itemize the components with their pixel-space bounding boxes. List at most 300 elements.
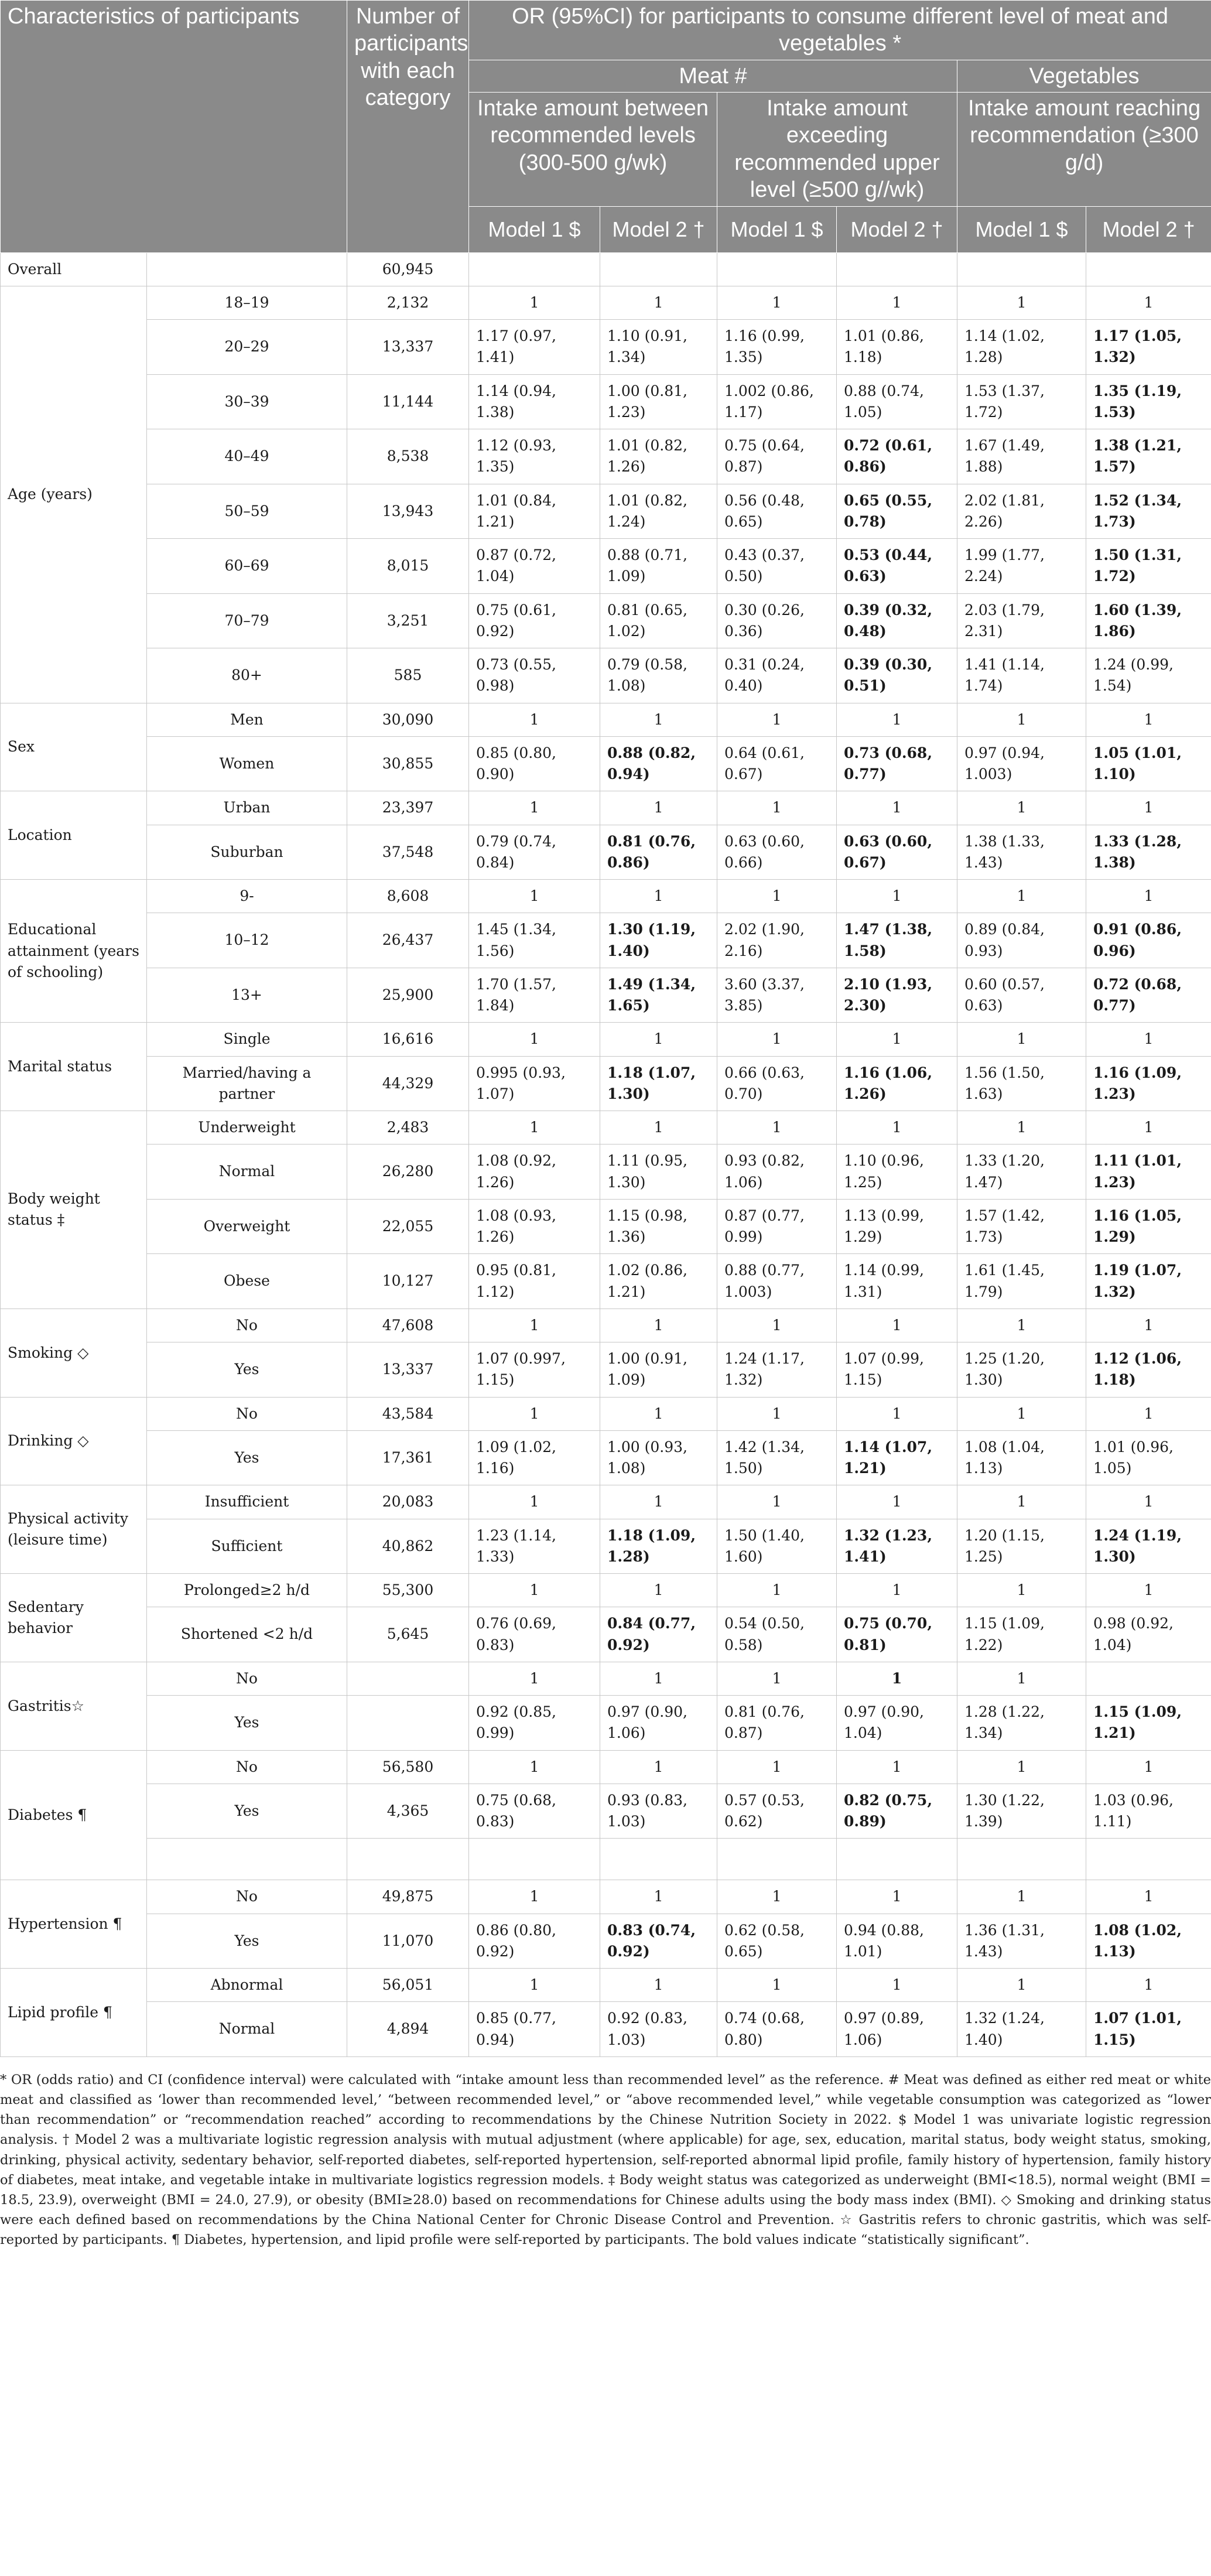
- table-row: [1, 1485, 1211, 1519]
- or-cell-m2b: 1.01 (0.86, 1.18): [837, 320, 957, 375]
- row-subcategory: No: [147, 1309, 347, 1342]
- or-cell-m1a: 0.95 (0.81, 1.12): [469, 1254, 600, 1309]
- table-row: [1, 252, 1211, 286]
- or-cell-m1c: 1: [957, 1111, 1086, 1144]
- row-subcategory: Prolonged≥2 h/d: [147, 1574, 347, 1607]
- table-row: [1, 429, 1211, 484]
- significant-value: 1.52 (1.34, 1.73): [1093, 491, 1182, 530]
- or-cell-m2b: [837, 484, 957, 539]
- or-cell-m1c: 1: [957, 1880, 1086, 1914]
- or-cell-m2b: 1.13 (0.99, 1.29): [837, 1199, 957, 1254]
- or-cell-m1a: 1: [469, 1111, 600, 1144]
- participant-count: [347, 1662, 469, 1695]
- table-row: [1, 1111, 1211, 1144]
- header-meat-between: Intake amount between recommended levels (300-500 g/wk): [469, 93, 717, 206]
- or-cell-m2a: 1.01 (0.82, 1.24): [600, 484, 717, 539]
- table-row: [1, 1023, 1211, 1056]
- or-cell-m2c: [1086, 1914, 1211, 1969]
- row-subcategory: Abnormal: [147, 1969, 347, 2002]
- header-model2: Model 2 †: [1086, 206, 1211, 252]
- table-row: [1, 736, 1211, 791]
- row-subcategory: No: [147, 1662, 347, 1695]
- or-cell-m1c: 0.60 (0.57, 0.63): [957, 968, 1086, 1023]
- or-cell-m1a: 1.14 (0.94, 1.38): [469, 374, 600, 429]
- or-cell-m1b: 0.43 (0.37, 0.50): [717, 539, 837, 594]
- significant-value: 1.14 (1.07, 1.21): [844, 1438, 933, 1477]
- or-cell-m2b: 1.10 (0.96, 1.25): [837, 1144, 957, 1200]
- significant-value: 1.30 (1.19, 1.40): [607, 921, 696, 959]
- or-cell-m2a: 1: [600, 703, 717, 736]
- or-cell-m1b: 1: [717, 1750, 837, 1784]
- or-cell-m2b: [837, 913, 957, 968]
- table-row: [1, 1342, 1211, 1398]
- row-subcategory: 60–69: [147, 539, 347, 594]
- or-cell-m1c: 1.14 (1.02, 1.28): [957, 320, 1086, 375]
- or-cell-m1a: 1: [469, 1662, 600, 1695]
- or-cell-m1b: 1: [717, 286, 837, 319]
- or-cell-m1b: 1: [717, 703, 837, 736]
- or-cell-m2c: 1: [1086, 1574, 1211, 1607]
- or-cell-m2c: [1086, 1662, 1211, 1695]
- participant-count: 22,055: [347, 1199, 469, 1254]
- table-row: [1, 2002, 1211, 2057]
- or-cell-m2b: 1: [837, 1485, 957, 1519]
- header-model1: Model 1 $: [469, 206, 600, 252]
- or-cell-m2c: [1086, 2002, 1211, 2057]
- significant-value: 0.82 (0.75, 0.89): [844, 1791, 933, 1830]
- significant-value: 1.08 (1.02, 1.13): [1093, 1921, 1182, 1960]
- participant-count: 16,616: [347, 1023, 469, 1056]
- or-cell-m2b: 1.07 (0.99, 1.15): [837, 1342, 957, 1398]
- or-cell-m2a: 1.00 (0.81, 1.23): [600, 374, 717, 429]
- or-cell-m1b: 1: [717, 791, 837, 825]
- or-cell-m2b: 0.97 (0.89, 1.06): [837, 2002, 957, 2057]
- row-subcategory: No: [147, 1750, 347, 1784]
- or-cell-m2a: 0.88 (0.71, 1.09): [600, 539, 717, 594]
- or-cell-m1a: 1.23 (1.14, 1.33): [469, 1519, 600, 1574]
- or-cell-m1b: 0.81 (0.76, 0.87): [717, 1696, 837, 1751]
- or-cell-m1c: 1: [957, 1574, 1086, 1607]
- significant-value: 0.72 (0.61, 0.86): [844, 437, 933, 476]
- or-cell-m1c: 1.61 (1.45, 1.79): [957, 1254, 1086, 1309]
- table-row: [1, 1750, 1211, 1784]
- or-cell-m2c: [1086, 484, 1211, 539]
- or-cell-m1a: 1.09 (1.02, 1.16): [469, 1430, 600, 1485]
- or-cell-m2b: [837, 252, 957, 286]
- or-cell-m1c: 1: [957, 1397, 1086, 1430]
- participant-count: 2,483: [347, 1111, 469, 1144]
- participant-count: 44,329: [347, 1056, 469, 1111]
- table-row: [1, 593, 1211, 648]
- participant-count: 8,015: [347, 539, 469, 594]
- or-cell-m1c: [957, 1839, 1086, 1880]
- table-row: [1, 791, 1211, 825]
- significant-value: 1.33 (1.28, 1.38): [1093, 832, 1182, 871]
- significant-value: 0.72 (0.68, 0.77): [1093, 975, 1182, 1014]
- participant-count: 17,361: [347, 1430, 469, 1485]
- row-subcategory: Men: [147, 703, 347, 736]
- significant-value: 1.50 (1.31, 1.72): [1093, 546, 1182, 585]
- or-cell-m2b: [837, 648, 957, 703]
- or-cell-m1a: 0.76 (0.69, 0.83): [469, 1607, 600, 1662]
- table-row: [1, 1839, 1211, 1880]
- significant-value: 1.07 (1.01, 1.15): [1093, 2010, 1182, 2048]
- or-cell-m2c: 1: [1086, 1880, 1211, 1914]
- or-cell-m1c: [957, 252, 1086, 286]
- row-subcategory: 80+: [147, 648, 347, 703]
- or-cell-m2b: [837, 539, 957, 594]
- or-cell-m2b: 1: [837, 1574, 957, 1607]
- header-vegetables: Vegetables: [957, 60, 1211, 92]
- table-row: [1, 1254, 1211, 1309]
- or-cell-m1a: 0.995 (0.93, 1.07): [469, 1056, 600, 1111]
- or-cell-m2a: 0.93 (0.83, 1.03): [600, 1784, 717, 1839]
- table-row: [1, 1784, 1211, 1839]
- or-cell-m1c: 1: [957, 1485, 1086, 1519]
- or-cell-m2a: [600, 1056, 717, 1111]
- row-subcategory: Yes: [147, 1430, 347, 1485]
- row-subcategory: [147, 252, 347, 286]
- or-cell-m2b: [837, 429, 957, 484]
- row-subcategory: Single: [147, 1023, 347, 1056]
- header-model2: Model 2 †: [837, 206, 957, 252]
- row-group-label: Lipid profile ¶: [1, 1969, 147, 2057]
- or-cell-m2a: [600, 252, 717, 286]
- or-cell-m1c: 1: [957, 1023, 1086, 1056]
- or-cell-m1b: 1: [717, 1397, 837, 1430]
- or-cell-m1b: 1.50 (1.40, 1.60): [717, 1519, 837, 1574]
- or-cell-m1c: 1.28 (1.22, 1.34): [957, 1696, 1086, 1751]
- or-cell-m1b: [717, 1839, 837, 1880]
- or-cell-m1c: 1.36 (1.31, 1.43): [957, 1914, 1086, 1969]
- or-cell-m1c: 1.99 (1.77, 2.24): [957, 539, 1086, 594]
- row-subcategory: Yes: [147, 1784, 347, 1839]
- or-cell-m1b: 0.87 (0.77, 0.99): [717, 1199, 837, 1254]
- or-cell-m2a: 1: [600, 791, 717, 825]
- participant-count: 11,144: [347, 374, 469, 429]
- or-cell-m1a: 0.92 (0.85, 0.99): [469, 1696, 600, 1751]
- header-model2: Model 2 †: [600, 206, 717, 252]
- table-footnote: * OR (odds ratio) and CI (confidence interval) were calculated with “intake amount less than recommended level” as the reference. # Meat was defined as either red meat or white meat and classified as ‘lower than recommended level,’ “between recommended level,” or “above recommended level,” while vegetable consumption was categorized as “lower than recommendation” or “recommendation reached” according to recommendations by the Chinese Nutrition Society in 2022. $ Model 1 was univariate logistic regression analysis. † Model 2 was a multivariate logistic regression analysis with mutual adjustment (where applicable) for age, sex, education, marital status, body weight status, smoking, drinking, physical activity, sedentary behavior, self-reported diabetes, self-reported hypertension, self-reported abnormal lipid profile, family history of hypertension, family history of diabetes, meat intake, and vegetable intake in multivariate logistics regression models. ‡ Body weight status was categorized as underweight (BMI<18.5), normal weight (BMI = 18.5, 23.9), overweight (BMI = 24.0, 27.9), or obesity (BMI≥28.0) based on recommendations for Chinese adults using the body mass index (BMI). ◇ Smoking and drinking status were each defined based on recommendations by the China National Center for Chronic Disease Control and Prevention. ☆ Gastritis refers to chronic gastritis, which was self-reported by participants. ¶ Diabetes, hypertension, and lipid profile were self-reported by participants. The bold values indicate “statistically significant”.: [0, 2072, 1211, 2248]
- or-cell-m1b: [717, 252, 837, 286]
- or-cell-m1a: 1: [469, 286, 600, 319]
- or-cell-m2c: [1086, 539, 1211, 594]
- or-cell-m1b: 1: [717, 1662, 837, 1695]
- or-cell-m2c: 1.03 (0.96, 1.11): [1086, 1784, 1211, 1839]
- or-cell-m2a: 1: [600, 1750, 717, 1784]
- participant-count: 11,070: [347, 1914, 469, 1969]
- or-cell-m2a: 0.79 (0.58, 1.08): [600, 648, 717, 703]
- or-cell-m2c: [1086, 825, 1211, 880]
- or-cell-m1c: 1.57 (1.42, 1.73): [957, 1199, 1086, 1254]
- or-cell-m1b: 0.88 (0.77, 1.003): [717, 1254, 837, 1309]
- or-cell-m2c: [1086, 429, 1211, 484]
- or-cell-m2c: 1: [1086, 703, 1211, 736]
- participant-count: [347, 1839, 469, 1880]
- row-subcategory: Obese: [147, 1254, 347, 1309]
- or-cell-m2a: 1.15 (0.98, 1.36): [600, 1199, 717, 1254]
- or-cell-m2a: 1.02 (0.86, 1.21): [600, 1254, 717, 1309]
- or-cell-m2a: 1: [600, 1309, 717, 1342]
- row-subcategory: [147, 1839, 347, 1880]
- participant-count: 43,584: [347, 1397, 469, 1430]
- or-cell-m1a: 1: [469, 1023, 600, 1056]
- or-cell-m2a: 1.10 (0.91, 1.34): [600, 320, 717, 375]
- table-row: [1, 703, 1211, 736]
- header-model1: Model 1 $: [957, 206, 1086, 252]
- significant-value: 0.39 (0.30, 0.51): [844, 656, 933, 695]
- header-number: Number of participants with each category: [347, 1, 469, 253]
- or-cell-m1a: 0.73 (0.55, 0.98): [469, 648, 600, 703]
- row-group-label: Gastritis☆: [1, 1662, 147, 1750]
- or-cell-m1b: 1: [717, 880, 837, 913]
- table-body: [1, 252, 1211, 2056]
- participant-count: 26,280: [347, 1144, 469, 1200]
- or-cell-m2a: [600, 1607, 717, 1662]
- or-cell-m2a: [600, 1914, 717, 1969]
- or-cell-m2c: [1086, 1199, 1211, 1254]
- row-subcategory: Normal: [147, 2002, 347, 2057]
- or-cell-m2a: [600, 736, 717, 791]
- or-cell-m2b: 0.94 (0.88, 1.01): [837, 1914, 957, 1969]
- or-cell-m1b: 0.74 (0.68, 0.80): [717, 2002, 837, 2057]
- or-cell-m2c: [1086, 374, 1211, 429]
- or-cell-m1c: 1.67 (1.49, 1.88): [957, 429, 1086, 484]
- or-cell-m2a: 1.01 (0.82, 1.26): [600, 429, 717, 484]
- row-subcategory: Yes: [147, 1696, 347, 1751]
- participant-count: 8,538: [347, 429, 469, 484]
- or-cell-m2c: [1086, 1839, 1211, 1880]
- or-cell-m1a: 1.08 (0.93, 1.26): [469, 1199, 600, 1254]
- participant-count: [347, 1696, 469, 1751]
- row-subcategory: Underweight: [147, 1111, 347, 1144]
- or-cell-m1a: 0.85 (0.80, 0.90): [469, 736, 600, 791]
- or-cell-m1b: 2.02 (1.90, 2.16): [717, 913, 837, 968]
- participant-count: 56,051: [347, 1969, 469, 2002]
- or-cell-m2a: 1: [600, 1485, 717, 1519]
- significant-value: 1.18 (1.07, 1.30): [607, 1064, 696, 1102]
- or-cell-m1b: 0.64 (0.61, 0.67): [717, 736, 837, 791]
- or-cell-m2b: 1: [837, 286, 957, 319]
- significant-value: 0.73 (0.68, 0.77): [844, 744, 933, 783]
- or-cell-m1a: 1.01 (0.84, 1.21): [469, 484, 600, 539]
- or-cell-m2a: 1: [600, 286, 717, 319]
- or-cell-m1b: 0.62 (0.58, 0.65): [717, 1914, 837, 1969]
- table-row: [1, 1914, 1211, 1969]
- header-veg-reaching: Intake amount reaching recommendation (≥300 g/d): [957, 93, 1211, 206]
- or-cell-m1b: 0.31 (0.24, 0.40): [717, 648, 837, 703]
- participant-count: 13,337: [347, 1342, 469, 1398]
- or-cell-m1c: 1.25 (1.20, 1.30): [957, 1342, 1086, 1398]
- or-cell-m1c: 1.20 (1.15, 1.25): [957, 1519, 1086, 1574]
- participant-count: 47,608: [347, 1309, 469, 1342]
- participant-count: 25,900: [347, 968, 469, 1023]
- or-cell-m2c: [1086, 1342, 1211, 1398]
- table-row: [1, 1199, 1211, 1254]
- row-subcategory: Urban: [147, 791, 347, 825]
- or-cell-m1a: 1: [469, 880, 600, 913]
- or-cell-m2b: 1: [837, 1880, 957, 1914]
- participant-count: 4,365: [347, 1784, 469, 1839]
- or-cell-m1c: 1: [957, 791, 1086, 825]
- or-cell-m1a: 1.12 (0.93, 1.35): [469, 429, 600, 484]
- or-cell-m2c: 1: [1086, 1750, 1211, 1784]
- row-group-label: Drinking ◇: [1, 1397, 147, 1485]
- or-cell-m2c: [1086, 968, 1211, 1023]
- significant-value: 1.32 (1.23, 1.41): [844, 1526, 933, 1565]
- significant-value: 1.17 (1.05, 1.32): [1093, 327, 1182, 366]
- or-cell-m2b: 0.88 (0.74, 1.05): [837, 374, 957, 429]
- or-cell-m2b: [837, 1056, 957, 1111]
- or-cell-m1b: 0.54 (0.50, 0.58): [717, 1607, 837, 1662]
- or-cell-m1a: 1.08 (0.92, 1.26): [469, 1144, 600, 1200]
- or-cell-m1a: 1.17 (0.97, 1.41): [469, 320, 600, 375]
- or-cell-m1b: 1: [717, 1485, 837, 1519]
- or-cell-m1a: 1: [469, 1750, 600, 1784]
- row-subcategory: Yes: [147, 1914, 347, 1969]
- participant-count: 23,397: [347, 791, 469, 825]
- or-cell-m2b: 1: [837, 1969, 957, 2002]
- table-row: [1, 1144, 1211, 1200]
- or-cell-m1b: 1: [717, 1111, 837, 1144]
- or-cell-m1a: 1: [469, 1397, 600, 1430]
- or-cell-m2b: 1: [837, 1397, 957, 1430]
- significant-value: 1.24 (1.19, 1.30): [1093, 1526, 1182, 1565]
- row-group-label: Physical activity (leisure time): [1, 1485, 147, 1574]
- row-group-label: Sedentary behavior: [1, 1574, 147, 1662]
- or-cell-m2c: 1: [1086, 1309, 1211, 1342]
- or-cell-m2c: [1086, 1056, 1211, 1111]
- row-subcategory: Yes: [147, 1342, 347, 1398]
- or-cell-m2b: 1.14 (0.99, 1.31): [837, 1254, 957, 1309]
- row-group-label: Diabetes ¶: [1, 1750, 147, 1880]
- table-row: [1, 484, 1211, 539]
- table-row: [1, 1397, 1211, 1430]
- or-cell-m1a: 1: [469, 791, 600, 825]
- row-group-label: Hypertension ¶: [1, 1880, 147, 1969]
- participant-count: 4,894: [347, 2002, 469, 2057]
- or-cell-m2a: 1.11 (0.95, 1.30): [600, 1144, 717, 1200]
- or-cell-m1c: 1.56 (1.50, 1.63): [957, 1056, 1086, 1111]
- or-cell-m1c: 1: [957, 1969, 1086, 2002]
- table-row: [1, 1969, 1211, 2002]
- header-meat: Meat #: [469, 60, 957, 92]
- row-subcategory: 30–39: [147, 374, 347, 429]
- header-characteristics: Characteristics of participants: [1, 1, 347, 253]
- significant-value: 1.38 (1.21, 1.57): [1093, 437, 1182, 476]
- table-row: [1, 1662, 1211, 1695]
- or-cell-m2b: [837, 593, 957, 648]
- header-or-title: OR (95%CI) for participants to consume different level of meat and vegetables *: [469, 1, 1211, 60]
- table-row: [1, 1309, 1211, 1342]
- or-cell-m2b: 1: [837, 1309, 957, 1342]
- table-row: [1, 913, 1211, 968]
- or-cell-m1a: 1: [469, 1574, 600, 1607]
- or-cell-m1a: 0.79 (0.74, 0.84): [469, 825, 600, 880]
- significant-value: 0.75 (0.70, 0.81): [844, 1615, 933, 1653]
- significant-value: 1.47 (1.38, 1.58): [844, 921, 933, 959]
- table-header: [1, 1, 1211, 253]
- significant-value: 2.10 (1.93, 2.30): [844, 975, 933, 1014]
- or-cell-m2c: [1086, 1696, 1211, 1751]
- significant-value: 1.19 (1.07, 1.32): [1093, 1262, 1182, 1300]
- or-cell-m1c: 0.97 (0.94, 1.003): [957, 736, 1086, 791]
- row-subcategory: No: [147, 1397, 347, 1430]
- row-subcategory: Shortened <2 h/d: [147, 1607, 347, 1662]
- or-cell-m1a: 1.70 (1.57, 1.84): [469, 968, 600, 1023]
- significant-value: 0.39 (0.32, 0.48): [844, 601, 933, 640]
- or-cell-m1c: 1.33 (1.20, 1.47): [957, 1144, 1086, 1200]
- row-subcategory: 18–19: [147, 286, 347, 319]
- significant-value: 0.81 (0.76, 0.86): [607, 832, 696, 871]
- or-cell-m2b: [837, 1430, 957, 1485]
- row-group-label: Location: [1, 791, 147, 880]
- or-cell-m2c: 1: [1086, 1485, 1211, 1519]
- or-cell-m2c: [1086, 252, 1211, 286]
- significant-value: 1.18 (1.09, 1.28): [607, 1526, 696, 1565]
- participant-count: 37,548: [347, 825, 469, 880]
- table-row: [1, 374, 1211, 429]
- or-cell-m1a: 0.75 (0.68, 0.83): [469, 1784, 600, 1839]
- or-cell-m2b: [837, 1662, 957, 1695]
- participant-count: 55,300: [347, 1574, 469, 1607]
- header-model1: Model 1 $: [717, 206, 837, 252]
- or-cell-m1c: 1.15 (1.09, 1.22): [957, 1607, 1086, 1662]
- row-subcategory: No: [147, 1880, 347, 1914]
- significant-value: 0.53 (0.44, 0.63): [844, 546, 933, 585]
- or-cell-m1c: 1.08 (1.04, 1.13): [957, 1430, 1086, 1485]
- or-cell-m1a: 0.86 (0.80, 0.92): [469, 1914, 600, 1969]
- participant-count: 8,608: [347, 880, 469, 913]
- or-cell-m1a: 0.75 (0.61, 0.92): [469, 593, 600, 648]
- or-cell-m2a: 1.00 (0.93, 1.08): [600, 1430, 717, 1485]
- row-group-label: Overall: [1, 252, 147, 286]
- or-cell-m1a: 1.07 (0.997, 1.15): [469, 1342, 600, 1398]
- or-cell-m1c: 2.02 (1.81, 2.26): [957, 484, 1086, 539]
- or-cell-m1c: 1.38 (1.33, 1.43): [957, 825, 1086, 880]
- row-subcategory: Overweight: [147, 1199, 347, 1254]
- or-cell-m2c: 1: [1086, 1023, 1211, 1056]
- table-row: [1, 1880, 1211, 1914]
- row-group-label: Age (years): [1, 286, 147, 703]
- or-cell-m2a: [600, 1519, 717, 1574]
- or-cell-m1c: 0.89 (0.84, 0.93): [957, 913, 1086, 968]
- or-cell-m2b: 1: [837, 1750, 957, 1784]
- participant-count: 60,945: [347, 252, 469, 286]
- or-cell-m2a: 1: [600, 880, 717, 913]
- or-cell-m2b: 1: [837, 791, 957, 825]
- significant-value: 1.05 (1.01, 1.10): [1093, 744, 1182, 783]
- or-cell-m2b: 0.97 (0.90, 1.04): [837, 1696, 957, 1751]
- or-cell-m2a: [600, 968, 717, 1023]
- table-row: [1, 286, 1211, 319]
- significant-value: 1.60 (1.39, 1.86): [1093, 601, 1182, 640]
- or-cell-m1c: 1.32 (1.24, 1.40): [957, 2002, 1086, 2057]
- or-cell-m2b: 1: [837, 703, 957, 736]
- or-cell-m1c: 1.53 (1.37, 1.72): [957, 374, 1086, 429]
- row-subcategory: 9-: [147, 880, 347, 913]
- table-row: [1, 1056, 1211, 1111]
- or-cell-m1a: [469, 252, 600, 286]
- or-cell-m2a: [600, 1839, 717, 1880]
- or-cell-m1b: 1.42 (1.34, 1.50): [717, 1430, 837, 1485]
- or-cell-m1b: 0.30 (0.26, 0.36): [717, 593, 837, 648]
- or-cell-m2a: 1: [600, 1574, 717, 1607]
- or-cell-m2c: [1086, 1144, 1211, 1200]
- participant-count: 20,083: [347, 1485, 469, 1519]
- or-cell-m1c: 1: [957, 880, 1086, 913]
- or-cell-m1b: 1: [717, 1574, 837, 1607]
